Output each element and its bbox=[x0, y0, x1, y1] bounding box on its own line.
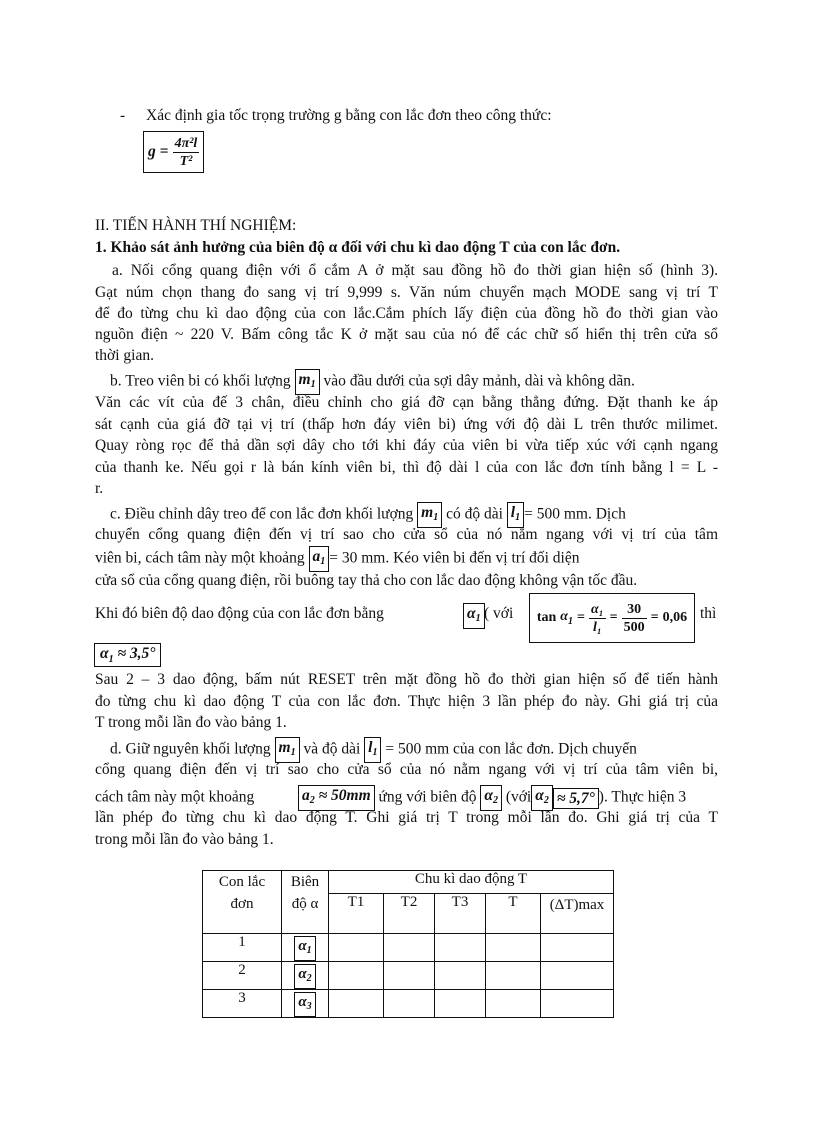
intro-text: Xác định gia tốc trọng trường g bằng con lắc đơn theo công thức: bbox=[146, 107, 552, 124]
formula-numerator: 4π²l bbox=[174, 135, 198, 151]
table-row bbox=[203, 990, 614, 1018]
tan-fraction-1: $\frac{\text{α₁}}{\text{l₁}}$ bbox=[591, 601, 604, 635]
para-c-text: viên bi, cách tâm này một khoảng bbox=[95, 549, 305, 567]
para-sau-line: T trong mỗi lần đo vào bảng 1. bbox=[95, 714, 287, 731]
row-label: 1 bbox=[203, 934, 282, 962]
tan-fraction-2: $\frac{30}{500}$ bbox=[623, 601, 645, 635]
para-b-text: b. Treo viên bi có khối lượng bbox=[110, 372, 291, 390]
bullet: - bbox=[120, 107, 126, 124]
alpha2-box: $\alpha_2$ bbox=[480, 785, 502, 811]
tan-label: tan bbox=[536, 610, 557, 625]
para-c-line1 bbox=[110, 502, 626, 528]
header-amplitude: Biên độ α bbox=[282, 871, 329, 934]
header-t: T bbox=[486, 894, 541, 934]
header-t3: T3 bbox=[435, 894, 486, 934]
para-d-text: d. Giữ nguyên khối lượng bbox=[110, 740, 271, 758]
tan-equation: tan $\alpha_1$ = $\frac{\text{α₁}}{\text{l₁}}$ = $\frac{30}{500}$ = 0,06 bbox=[529, 593, 695, 643]
para-d-text: (với bbox=[505, 788, 532, 806]
alpha1-result-box: $\alpha_1 \approx 3,5^\circ$ bbox=[94, 643, 161, 667]
para-d-line1 bbox=[110, 737, 637, 763]
subheading: 1. Khảo sát ảnh hưởng của biên độ α đối với chu kì dao động T của con lắc đơn. bbox=[95, 239, 621, 256]
para-c-text: thì bbox=[700, 605, 717, 622]
para-c-line: chuyển cổng quang điện đến vị trí sao cho cửa sổ của nó nằm ngang với vị trí của tâm bbox=[95, 526, 718, 543]
para-d-line3 bbox=[95, 785, 686, 811]
alpha2-box: $\alpha_2$ bbox=[531, 785, 553, 811]
para-c-line3 bbox=[95, 546, 580, 572]
measurement-table bbox=[202, 870, 614, 1018]
formula-eq: = bbox=[159, 143, 169, 160]
alpha1-box: $\alpha_1$ bbox=[463, 603, 485, 629]
formula-fraction bbox=[173, 135, 200, 170]
mass-m1-box: $m_1$ bbox=[275, 737, 300, 763]
length-l1-box: $l_1$ bbox=[507, 502, 524, 528]
para-d-text: ). Thực hiện 3 bbox=[598, 788, 687, 806]
para-b-line: của thanh ke. Nếu gọi r là bán kính viên bi, thì độ dài l của con lắc đơn tính bằng l = L - bbox=[95, 459, 718, 476]
para-d-line: cổng quang điện đến vị trí sao cho cửa sổ của nó nằm ngang với vị trí của tâm viên bi, bbox=[95, 761, 718, 778]
para-c-text: c. Điều chỉnh dây treo để con lắc đơn khối lượng bbox=[110, 505, 414, 523]
row-label: 2 bbox=[203, 962, 282, 990]
para-d-text: cách tâm này một khoảng bbox=[95, 788, 255, 806]
para-a-line: nguồn điện ~ 220 V. Bấm công tắc K ở mặt sau của nó để các chữ số hiển thị trên cửa sổ bbox=[95, 326, 718, 343]
para-d-text: = 500 mm của con lắc đơn. Dịch chuyển bbox=[385, 740, 637, 758]
header-t2: T2 bbox=[384, 894, 435, 934]
para-c-text: ( với bbox=[484, 605, 514, 622]
para-c-text: = 30 mm. Kéo viên bi đến vị trí đối diện bbox=[329, 549, 580, 567]
para-a-line: để đo từng chu kì dao động của con lắc.Cắm phích lấy điện của đồng hồ đo thời gian vào bbox=[95, 305, 718, 322]
para-d-text: ứng với biên độ bbox=[378, 788, 477, 806]
para-c-text: có độ dài bbox=[446, 505, 503, 523]
arc-a2-box: $a_2 \approx 50mm$ bbox=[298, 785, 375, 811]
table-row bbox=[203, 962, 614, 990]
alpha2-value-box: ≈ 5,7° bbox=[553, 788, 599, 809]
para-d-text: và độ dài bbox=[303, 740, 361, 758]
header-dt-max: (ΔT)max bbox=[541, 894, 614, 934]
length-l1-box: $l_1$ bbox=[364, 737, 381, 763]
para-d-line: lần phép đo từng chu kì dao động T. Ghi giá trị T trong mỗi lần đo. Ghi giá trị của T bbox=[95, 809, 718, 826]
mass-m1-box: $m_1$ bbox=[295, 369, 320, 395]
row-alpha: $\alpha_3$ bbox=[282, 990, 329, 1018]
para-a-line: Gạt núm chọn thang đo sang vị trí 9,999 s. Văn núm chuyển mạch MODE sang vị trí T bbox=[95, 284, 718, 301]
formula-lhs: g bbox=[148, 143, 156, 160]
para-sau-line: Sau 2 – 3 dao động, bấm nút RESET trên mặt đồng hồ đo thời gian hiện số để tiến hành bbox=[95, 671, 718, 688]
header-pendulum: Con lắc đơn bbox=[203, 871, 282, 934]
para-c-text: Khi đó biên độ dao động của con lắc đơn bằng bbox=[95, 605, 384, 622]
para-c-line: cửa sổ của cổng quang điện, rồi buông tay thả cho con lắc dao động không vận tốc đầu. bbox=[95, 572, 638, 589]
para-d-line: trong mỗi lần đo vào bảng 1. bbox=[95, 831, 274, 848]
header-period: Chu kì dao động T bbox=[329, 871, 614, 894]
row-alpha: $\alpha_2$ bbox=[282, 962, 329, 990]
para-b-line: sát cạnh của giá đỡ tại vị trí (thấp hơn đáy viên bi) ứng với độ dài L trên thước milimet. bbox=[95, 416, 718, 433]
alpha1-symbol: $\alpha_1$ bbox=[560, 609, 574, 627]
para-b-text: vào đầu dưới của sợi dây mảnh, dài và không dãn. bbox=[323, 372, 635, 390]
section-heading: II. TIẾN HÀNH THÍ NGHIỆM: bbox=[95, 217, 297, 234]
row-label: 3 bbox=[203, 990, 282, 1018]
para-a-line: thời gian. bbox=[95, 347, 154, 364]
row-alpha: $\alpha_1$ bbox=[282, 934, 329, 962]
tan-result: 0,06 bbox=[662, 610, 688, 625]
para-b-line1 bbox=[110, 369, 635, 395]
mass-m1-box: $m_1$ bbox=[417, 502, 442, 528]
para-sau-line: đo từng chu kì dao động T của con lắc đơn. Thực hiện 3 lần phép đo này. Ghi giá trị của bbox=[95, 693, 718, 710]
table-row bbox=[203, 934, 614, 962]
para-b-line: Văn các vít của đế 3 chân, điều chỉnh cho giá đỡ cạn bằng thẳng đứng. Đặt thanh ke áp bbox=[95, 394, 718, 411]
para-b-line: Quay ròng rọc để thả dần sợi dây cho tới khi đáy của viên bi vừa tiếp xúc với cạnh ngang bbox=[95, 437, 718, 454]
para-a-line: a. Nối cổng quang điện với ổ cắm A ở mặt sau đồng hồ đo thời gian hiện số (hình 3). bbox=[112, 262, 718, 279]
header-t1: T1 bbox=[329, 894, 384, 934]
formula-denominator: T² bbox=[179, 153, 193, 169]
para-c-text: = 500 mm. Dịch bbox=[524, 505, 626, 523]
gravity-formula bbox=[143, 131, 204, 173]
para-b-line: r. bbox=[95, 480, 104, 497]
arc-a1-box: $a_1$ bbox=[309, 546, 330, 572]
